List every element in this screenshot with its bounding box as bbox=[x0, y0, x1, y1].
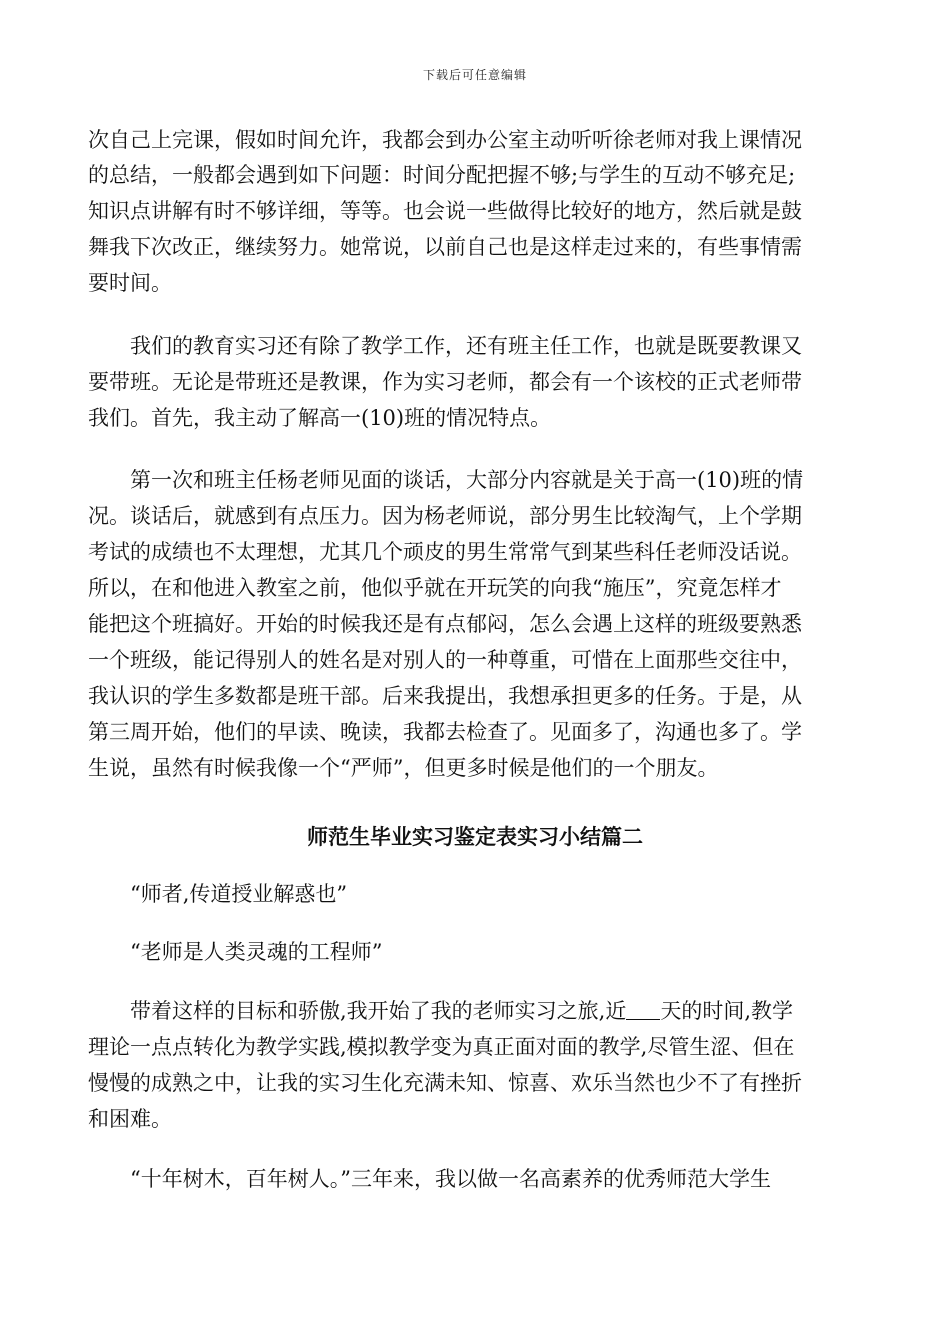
text-line: 第三周开始，他们的早读、晚读，我都去检查了。见面多了，沟通也多了。学 bbox=[88, 720, 802, 744]
text-line bbox=[88, 997, 868, 1026]
text-line: 的总结，一般都会遇到如下问题：时间分配把握不够;与学生的互动不够充足; bbox=[88, 163, 796, 187]
quote-line: “师者,传道授业解惑也” bbox=[88, 882, 348, 906]
text-line: 知识点讲解有时不够详细，等等。也会说一些做得比较好的地方，然后就是鼓 bbox=[88, 199, 802, 223]
text-line: 慢慢的成熟之中，让我的实习生化充满未知、惊喜、欢乐当然也少不了有挫折 bbox=[88, 1071, 802, 1095]
page-header: 下载后可任意编辑 bbox=[422, 68, 527, 82]
text-line: 和困难。 bbox=[88, 1107, 172, 1131]
text-line: 我们的教育实习还有除了教学工作，还有班主任工作，也就是既要教课又 bbox=[88, 334, 802, 358]
text-line: 能把这个班搞好。开始的时候我还是有点郁闷，怎么会遇上这样的班级要熟悉 bbox=[88, 612, 802, 636]
text-line: 理论一点点转化为教学实践,模拟教学变为真正面对面的教学,尽管生涩、但在 bbox=[88, 1035, 795, 1059]
text-line: 要时间。 bbox=[88, 271, 172, 295]
text-line: 一个班级，能记得别人的姓名是对别人的一种尊重，可惜在上面那些交往中， bbox=[88, 648, 802, 672]
text-line: 生说，虽然有时候我像一个“严师”，但更多时候是他们的一个朋友。 bbox=[88, 756, 719, 780]
text-segment: 带着这样的目标和骄傲,我开始了我的老师实习之旅,近 bbox=[88, 999, 627, 1023]
text-line: 要带班。无论是带班还是教课，作为实习老师，都会有一个该校的正式老师带 bbox=[88, 370, 802, 394]
section-title: 师范生毕业实习鉴定表实习小结篇二 bbox=[307, 824, 643, 849]
text-line: “十年树木，百年树人。”三年来，我以做一名高素养的优秀师范大学生 bbox=[88, 1167, 771, 1191]
text-line: 舞我下次改正，继续努力。她常说，以前自己也是这样走过来的，有些事情需 bbox=[88, 235, 802, 259]
text-line: 况。谈话后，就感到有点压力。因为杨老师说，部分男生比较淘气，上个学期 bbox=[88, 504, 802, 528]
text-line: 所以，在和他进入教室之前，他似乎就在开玩笑的向我“施压”，究竟怎样才 bbox=[88, 576, 782, 600]
text-line: 第一次和班主任杨老师见面的谈话，大部分内容就是关于高一(10)班的情 bbox=[88, 468, 804, 492]
text-line: 我认识的学生多数都是班干部。后来我提出，我想承担更多的任务。于是，从 bbox=[88, 684, 802, 708]
text-line: 次自己上完课，假如时间允许，我都会到办公室主动听听徐老师对我上课情况 bbox=[88, 128, 802, 152]
text-line: 考试的成绩也不太理想，尤其几个顽皮的男生常常气到某些科任老师没话说。 bbox=[88, 540, 802, 564]
text-line: 我们。首先，我主动了解高一(10)班的情况特点。 bbox=[88, 406, 552, 430]
fill-blank bbox=[626, 997, 660, 1020]
quote-line: “老师是人类灵魂的工程师” bbox=[88, 940, 383, 964]
text-segment: 天的时间,教学 bbox=[660, 999, 794, 1023]
